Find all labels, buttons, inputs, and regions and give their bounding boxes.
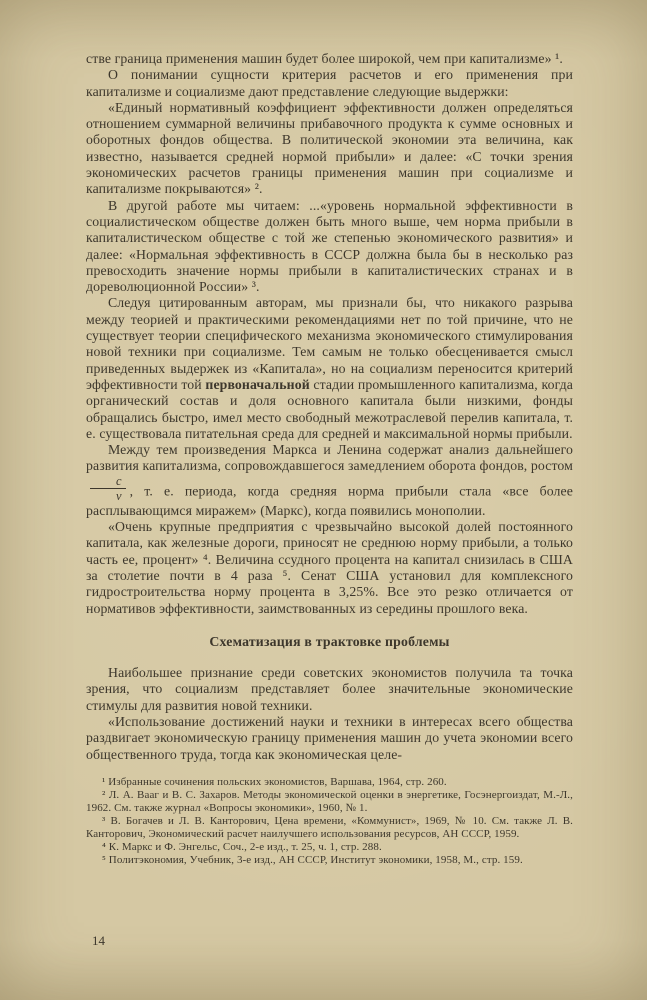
paragraph-quote-2: В другой работе мы читаем: ...«уровень нормальной эффективности в социалистическом обществе должен быть много выше, чем норма прибыли в капиталистическом обществе с той же степенью экономического развития» и далее: «Нормальная эффективность в СССР должна была бы в несколько раз превосходить значение нормы прибыли в капиталистических странах и в дореволюционной России» ³. bbox=[86, 197, 573, 295]
paragraph-recognition: Наибольшее признание среди советских экономистов получила та точка зрения, что социализм представляет более значительные экономические стимулы для развития новой техники. bbox=[86, 665, 573, 713]
paragraph-text: Следуя цитированным авторам, мы признали бы, что никакого разрыва между теорией и практическими рекомендациями нет по той причине, что не существует теории специфического механизма экономического стимулирования новой техники при социализме. Тем самым не только обесценивается смысл приведенных выдержек из «Капитала», но на социализм переносится критерий эффективности той bbox=[86, 295, 573, 392]
paragraph-continuation: стве граница применения машин будет более широкой, чем при капитализме» ¹. bbox=[86, 51, 563, 66]
footnote-3: ³ В. Богачев и Л. В. Канторович, Цена времени, «Коммунист», 1969, № 10. См. также Л. В. Канторович, Экономический расчет наилучшего использования ресурсов, АН СССР, 1959. bbox=[86, 814, 573, 840]
paragraph-with-fraction bbox=[86, 442, 573, 519]
fraction-numerator: c bbox=[90, 475, 126, 490]
paragraph-text: Между тем произведения Маркса и Ленина содержат анализ дальнейшего развития капитализма, сопровождавшегося замедлением оборота фондов, ростом bbox=[86, 442, 573, 474]
paragraph-continues-next-page: «Использование достижений науки и техники в интересах всего общества раздвигает экономическую границу применения машин до учета экономии всего общественного труда, тогда как экономическая целе- bbox=[86, 713, 573, 762]
footnote-4: ⁴ К. Маркс и Ф. Энгельс, Соч., 2-е изд., т. 25, ч. 1, стр. 288. bbox=[102, 840, 382, 853]
c-over-v-fraction bbox=[90, 475, 126, 503]
footnote-5: ⁵ Политэкономия, Учебник, 3-е изд., АН СССР, Институт экономики, 1958, М., стр. 159. bbox=[102, 853, 523, 866]
paragraph-intro: О понимании сущности критерия расчетов и его применения при капитализме и социализме дают представление следующие выдержки: bbox=[86, 67, 573, 99]
page-text-column bbox=[86, 51, 573, 867]
paragraph-text: стадии промышленного капитализма, когда органический состав и доля основного капитала были низкими, фонды обращались быстро, имел место свободный межотраслевой перелив капитала, т. е. существовала питательная среда для средней и максимальной нормы прибыли. bbox=[86, 376, 573, 441]
emphasized-term: первоначальной bbox=[205, 376, 310, 392]
fraction-denominator: v bbox=[116, 489, 122, 504]
footnote-1: ¹ Избранные сочинения польских экономистов, Варшава, 1964, стр. 260. bbox=[102, 775, 447, 788]
paragraph-percent-rate: «Очень крупные предприятия с чрезвычайно высокой долей постоянного капитала, как железные дороги, приносят не среднюю норму прибыли, а только часть ее, процент» ⁴. Величина ссудного процента на капитал снизилась в США за столетие почти в 4 раза ⁵. Сенат США установил для комплексного гидростроительства норму процента в 3,25%. Все это резко отличается от нормативов эффективности, заимствованных из середины прошлого века. bbox=[86, 519, 573, 616]
footnotes-block bbox=[86, 776, 573, 867]
paragraph-quote-1: «Единый нормативный коэффициент эффективности должен определяться отношением суммарной величины прибавочного продукта к сумме основных и оборотных фондов общества. В политической экономии эта величина, как известно, называется средней нормой прибыли» и далее: «С точки зрения экономических расчетов границы применения машин при социализме и капитализме покрываются» ². bbox=[86, 99, 573, 197]
footnote-2: ² Л. А. Вааг и В. С. Захаров. Методы экономической оценки в энергетике, Госэнергоиздат, М.-Л., 1962. См. также журнал «Вопросы экономики», 1960, № 1. bbox=[86, 788, 573, 814]
section-heading: Схематизация в трактовке проблемы bbox=[209, 633, 450, 649]
paragraph-text: , т. е. периода, когда средняя норма прибыли стала «все более расплывающимся миражем» (Маркс), когда появились монополии. bbox=[86, 483, 573, 518]
paragraph-with-emphasis bbox=[86, 295, 573, 442]
page-number: 14 bbox=[92, 933, 105, 948]
